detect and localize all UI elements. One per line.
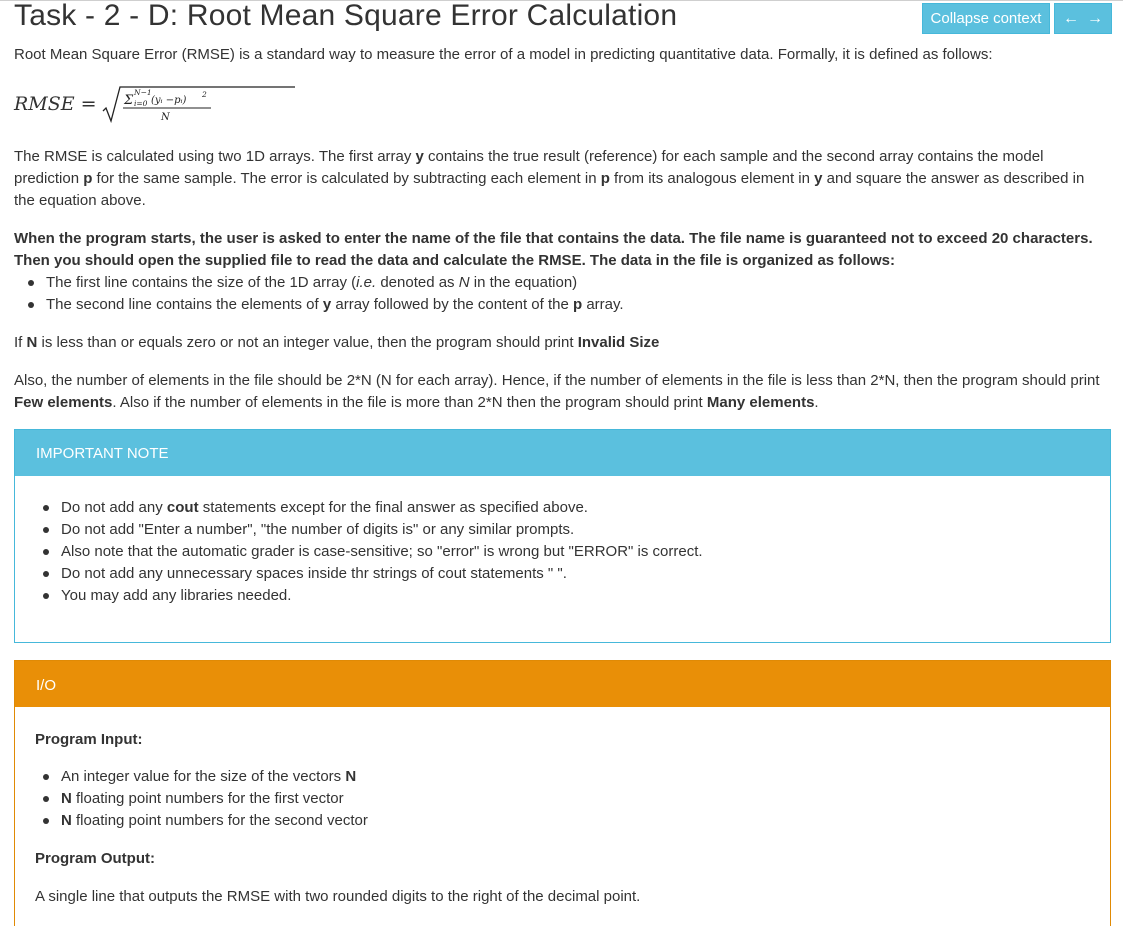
program-input-label: Program Input: xyxy=(35,731,143,748)
sum-symbol: Σ xyxy=(123,93,133,108)
arrow-right-icon[interactable]: → xyxy=(1087,9,1103,27)
list-item: Do not add "Enter a number", "the number of digits is" or any similar prompts. xyxy=(35,519,1095,541)
list-item: The first line contains the size of the 1D array (i.e. denoted as N in the equation) xyxy=(20,272,1100,294)
list-item: N floating point numbers for the first vector xyxy=(35,788,1095,810)
list-item: You may add any libraries needed. xyxy=(35,585,1095,607)
io-heading: I/O xyxy=(14,660,1111,708)
formula-sqrt xyxy=(101,83,297,125)
program-input-list xyxy=(35,766,1095,832)
list-item: N floating point numbers for the second vector xyxy=(35,810,1095,832)
numerator-term: (yᵢ −pᵢ) xyxy=(150,95,187,106)
program-output-text: A single line that outputs the RMSE with two rounded digits to the right of the decimal point. xyxy=(35,888,641,905)
intro-text: Root Mean Square Error (RMSE) is a standard way to measure the error of a model in predicting quantitative data. Formally, it is defined as follows: xyxy=(14,46,993,63)
list-item: Do not add any cout statements except for the final answer as specified above. xyxy=(35,497,1095,519)
list-item: The second line contains the elements of y array followed by the content of the p array. xyxy=(20,294,1100,316)
instructions-text: When the program starts, the user is asked to enter the name of the file that contains the data. The file name is guaranteed not to exceed 20 characters. Then you should open the supplied file to read the data and calculate the RMSE. The data in the file is organized as follows: xyxy=(14,230,1093,269)
arrow-left-icon[interactable]: ← xyxy=(1063,9,1079,27)
task-navigation xyxy=(1054,3,1112,34)
list-item: An integer value for the size of the vectors N xyxy=(35,766,1095,788)
program-output-label: Program Output: xyxy=(35,850,155,867)
sum-lower-limit: i=0 xyxy=(133,99,148,108)
io-body xyxy=(14,707,1111,926)
description-text: The RMSE is calculated using two 1D arrays. The first array y contains the true result (reference) for each sample and the second array contains the model prediction p for the same sample. The error is calculated by subtracting each element in p from its analogous element in y and square the answer as described in the equation above. xyxy=(14,148,1085,209)
important-note-heading: IMPORTANT NOTE xyxy=(14,429,1111,477)
denominator: N xyxy=(160,112,170,123)
list-item: Do not add any unnecessary spaces inside thr strings of cout statements " ". xyxy=(35,563,1095,585)
numerator-exponent: 2 xyxy=(201,90,207,99)
list-item: Also note that the automatic grader is case-sensitive; so "error" is wrong but "ERROR" is correct. xyxy=(35,541,1095,563)
element-count-rule: Also, the number of elements in the file should be 2*N (N for each array). Hence, if the number of elements in the file is less than 2*N, then the program should print Few elements. Also if the number of elements in the file is more than 2*N then the program should print Many elements. xyxy=(14,372,1100,411)
important-note-body xyxy=(14,476,1111,643)
invalid-size-rule: If N is less than or equals zero or not an integer value, then the program should print Invalid Size xyxy=(14,334,660,351)
important-note-list xyxy=(35,497,1095,607)
sum-upper-limit: N−1 xyxy=(133,88,152,97)
formula-lhs: RMSE xyxy=(14,93,75,115)
formula-equals: = xyxy=(80,93,97,115)
rmse-formula xyxy=(14,84,297,124)
page-title: Task - 2 - D: Root Mean Square Error Calculation xyxy=(14,0,678,32)
file-format-list xyxy=(20,272,1100,316)
collapse-context-button[interactable]: Collapse context xyxy=(922,3,1050,34)
